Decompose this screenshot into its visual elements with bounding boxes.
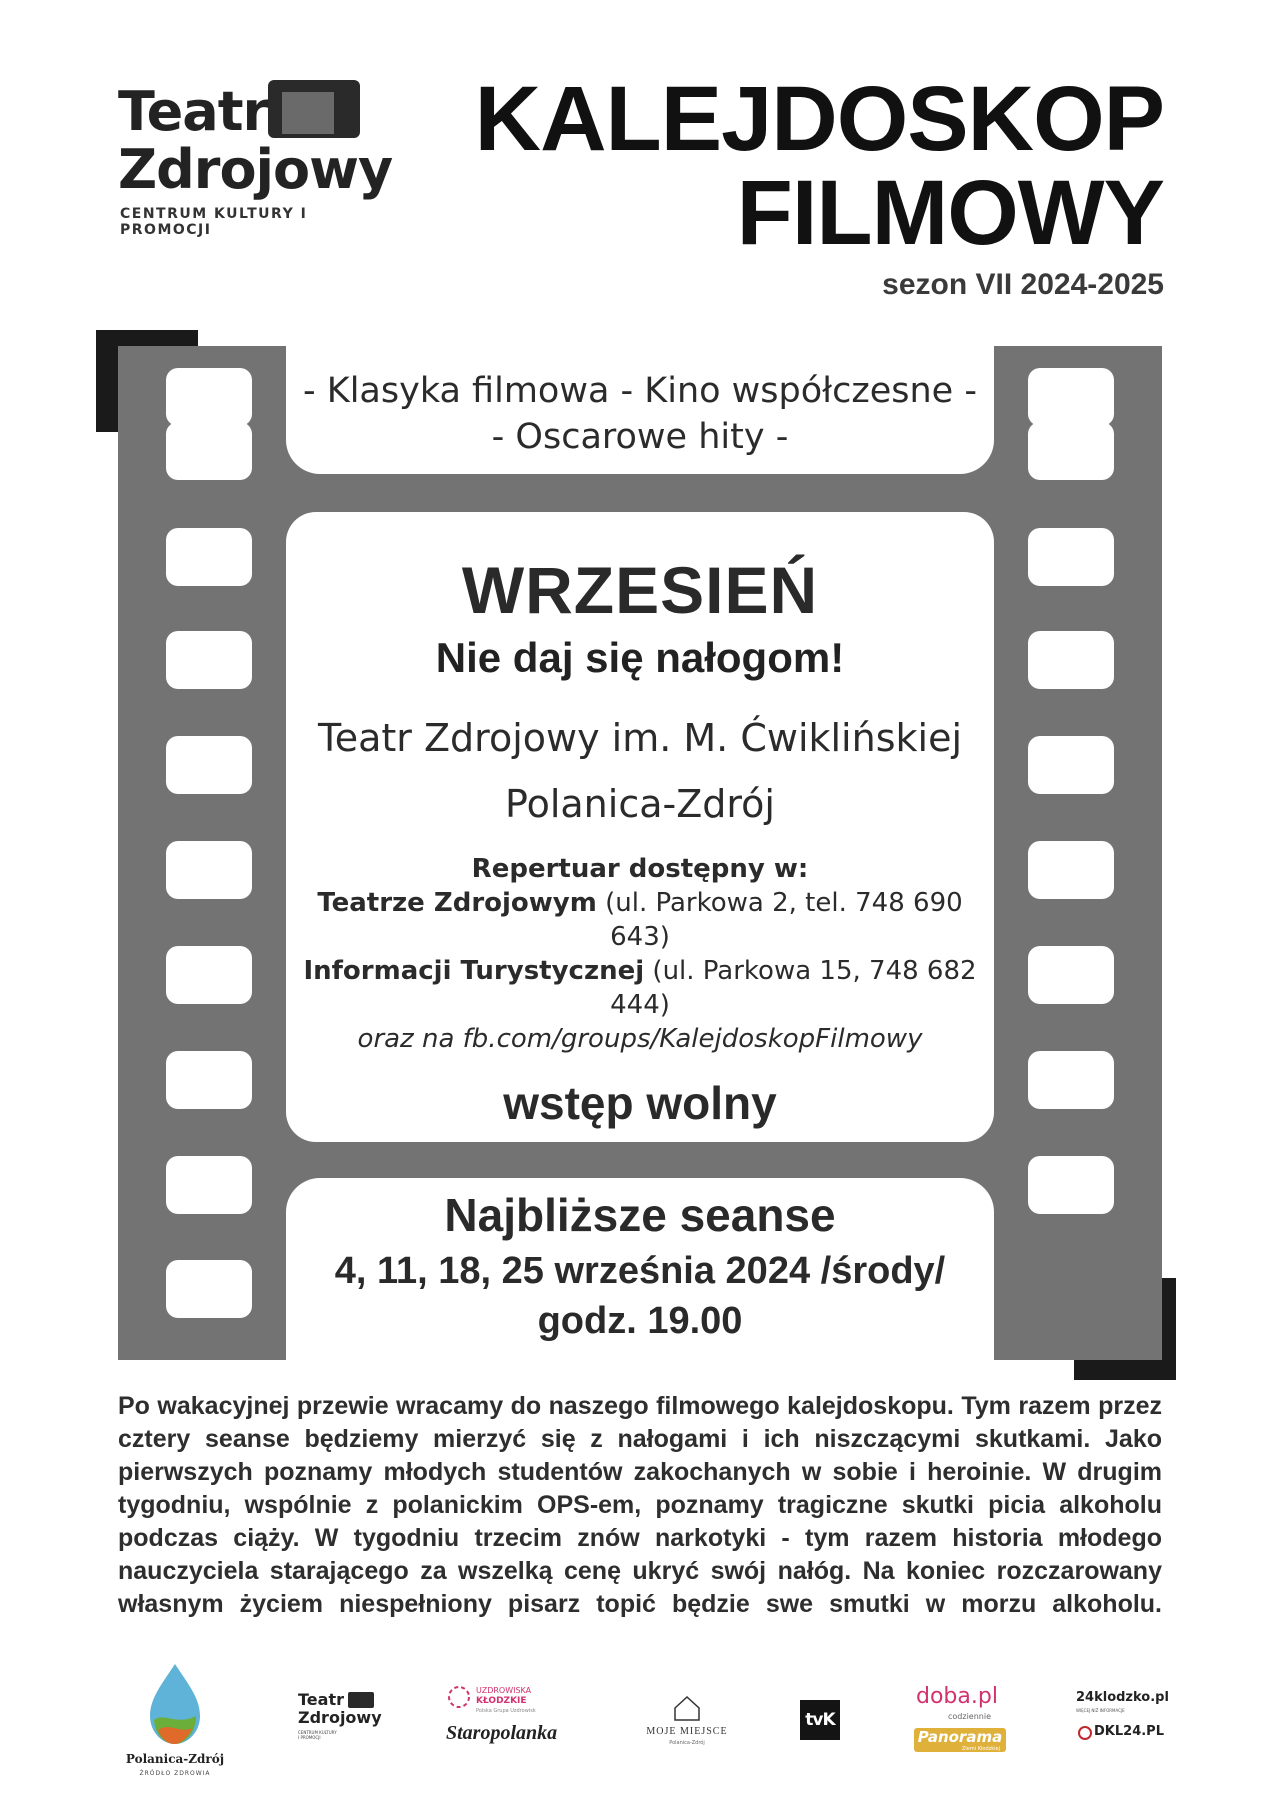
logo-screen-icon: [268, 80, 360, 138]
sponsor-polanica-zdroj: [110, 1660, 240, 1780]
sponsor-teatr-line1: Teatr: [298, 1690, 344, 1709]
venue-town: Polanica-Zdrój: [505, 782, 775, 826]
repertoire-theatre: [286, 886, 994, 954]
sprocket-hole-right-5: [1028, 736, 1114, 794]
sponsor-teatr-sub: CENTRUM KULTURY I PROMOCJI: [298, 1730, 337, 1740]
sponsor-moje-miejsce-sub: Polanica-Zdrój: [669, 1740, 705, 1746]
sprocket-hole-right-4: [1028, 631, 1114, 689]
sprocket-hole-left-9: [166, 1156, 252, 1214]
repertoire-fb-link[interactable]: oraz na fb.com/groups/KalejdoskopFilmowy: [357, 1024, 923, 1054]
film-frame-categories: [286, 344, 994, 474]
month-heading: WRZESIEŃ: [461, 553, 819, 627]
sprocket-hole-right-7: [1028, 946, 1114, 1004]
sprocket-hole-left-7: [166, 946, 252, 1004]
repertoire-theatre-address: (ul. Parkowa 2, tel. 748 690 643): [596, 888, 963, 952]
sponsor-uzdrowiska-top: UZDROWISKA: [476, 1686, 532, 1695]
film-frame-screenings: [286, 1178, 994, 1362]
event-title-line2: FILMOWY: [736, 162, 1164, 264]
theatre-logo: [118, 78, 393, 238]
theme-heading: Nie daj się nałogom!: [435, 634, 845, 681]
swirl-icon: [446, 1684, 472, 1710]
sponsor-tvk: [800, 1700, 840, 1740]
sponsor-doba-sub: codziennie: [948, 1712, 991, 1721]
sponsor-24klodzko-sub: WIĘCEJ NIŻ INFORMACJE: [1076, 1708, 1125, 1713]
film-frame-main: [286, 512, 994, 1142]
sprocket-hole-left-4: [166, 631, 252, 689]
sponsor-teatr-zdrojowy: [298, 1690, 388, 1750]
sponsor-dkl24-name: DKL24.PL: [1094, 1724, 1164, 1739]
admission-label: wstęp wolny: [503, 1077, 777, 1129]
sponsor-polanica-name: Polanica-Zdrój: [125, 1752, 225, 1766]
film-strip: [118, 346, 1162, 1360]
sponsor-tvk-name: tvK: [805, 1710, 835, 1730]
sprocket-hole-left-1: [166, 368, 252, 426]
sponsor-panorama: [914, 1728, 1006, 1752]
season-label: sezon VII 2024-2025: [882, 268, 1164, 301]
sponsor-uzdrowiska-small: Polska Grupa Uzdrowisk: [476, 1708, 536, 1714]
sponsor-panorama-name: Panorama: [917, 1728, 1003, 1746]
repertoire-theatre-name: Teatrze Zdrojowym: [317, 888, 597, 918]
repertoire-info-address: (ul. Parkowa 15, 748 682 444): [610, 956, 977, 1020]
screenings-time: godz. 19.00: [537, 1300, 743, 1342]
sponsor-staropolanka: Staropolanka: [446, 1722, 558, 1744]
sprocket-hole-left-3: [166, 528, 252, 586]
sponsor-24klodzko-name: 24klodzko.pl: [1076, 1690, 1169, 1705]
description-paragraph: Po wakacyjnej przewie wracamy do naszego filmowego kalejdoskopu. Tym razem przez cztery seanse będziemy mierzyć się z nałogami i ich niszczącymi skutkami. Jako pierwszych poznamy młodych studentów zakochanych w sobie i heroinie. W drugim tygodniu, wspólnie z polanickim OPS-em, poznamy tragiczne skutki picia alkoholu podczas ciąży. W tygodniu trzecim znów narkotyki - tym razem historia młodego nauczyciela starającego za wszelką cenę ukryć swój nałóg. Na koniec rozczarowany własnym życiem niespełniony pisarz topić będzie swe smutki w morzu alkoholu.: [118, 1392, 1162, 1618]
screenings-heading: Najbliższe seanse: [444, 1189, 836, 1241]
sponsor-doba-panorama: [912, 1684, 1012, 1764]
water-drop-icon: [110, 1660, 240, 1750]
repertoire-info: [286, 954, 994, 1022]
sponsor-moje-miejsce-name: MOJE MIEJSCE: [646, 1726, 728, 1737]
sponsor-24klodzko-dkl24: [1076, 1690, 1176, 1760]
sprocket-hole-left-5: [166, 736, 252, 794]
sponsor-doba-name: doba.pl: [916, 1684, 998, 1709]
sprocket-hole-right-9: [1028, 1156, 1114, 1214]
sprocket-hole-left-2: [166, 422, 252, 480]
repertoire-info-name: Informacji Turystycznej: [303, 956, 645, 986]
sponsor-teatr-screen-icon: [348, 1692, 374, 1708]
repertoire-heading-text: Repertuar dostępny w:: [471, 854, 809, 884]
sponsor-moje-miejsce: [640, 1694, 734, 1754]
categories-line2: - Oscarowe hity -: [491, 417, 789, 457]
sponsor-uzdrowiska-mid: KŁODZKIE: [476, 1696, 527, 1706]
house-icon: [672, 1694, 702, 1722]
sprocket-hole-right-3: [1028, 528, 1114, 586]
categories-line1: - Klasyka filmowa - Kino współczesne -: [303, 371, 977, 411]
sponsor-dkl24-icon: [1078, 1726, 1092, 1740]
sprocket-hole-right-2: [1028, 422, 1114, 480]
logo-word-teatr: Teatr: [118, 80, 269, 143]
sprocket-hole-right-8: [1028, 1051, 1114, 1109]
sprocket-hole-left-6: [166, 841, 252, 899]
sponsor-teatr-line2: Zdrojowy: [298, 1708, 382, 1727]
sponsor-uzdrowiska-staropolanka: [446, 1684, 576, 1754]
event-title-line1: KALEJDOSKOP: [474, 68, 1164, 170]
logo-tagline: CENTRUM KULTURY I PROMOCJI: [120, 206, 308, 238]
sponsor-polanica-sub: ŹRÓDŁO ZDROWIA: [139, 1770, 211, 1777]
screenings-dates: 4, 11, 18, 25 września 2024 /środy/: [334, 1250, 946, 1292]
sprocket-hole-left-8: [166, 1051, 252, 1109]
sprocket-hole-right-1: [1028, 368, 1114, 426]
sprocket-hole-left-10: [166, 1260, 252, 1318]
logo-word-zdrojowy: Zdrojowy: [118, 138, 393, 201]
sponsor-panorama-sub: Ziemi Kłodzkiej: [961, 1746, 1000, 1752]
repertoire-heading: [286, 852, 994, 886]
venue-name: Teatr Zdrojowy im. M. Ćwiklińskiej: [317, 716, 962, 760]
sprocket-hole-right-6: [1028, 841, 1114, 899]
